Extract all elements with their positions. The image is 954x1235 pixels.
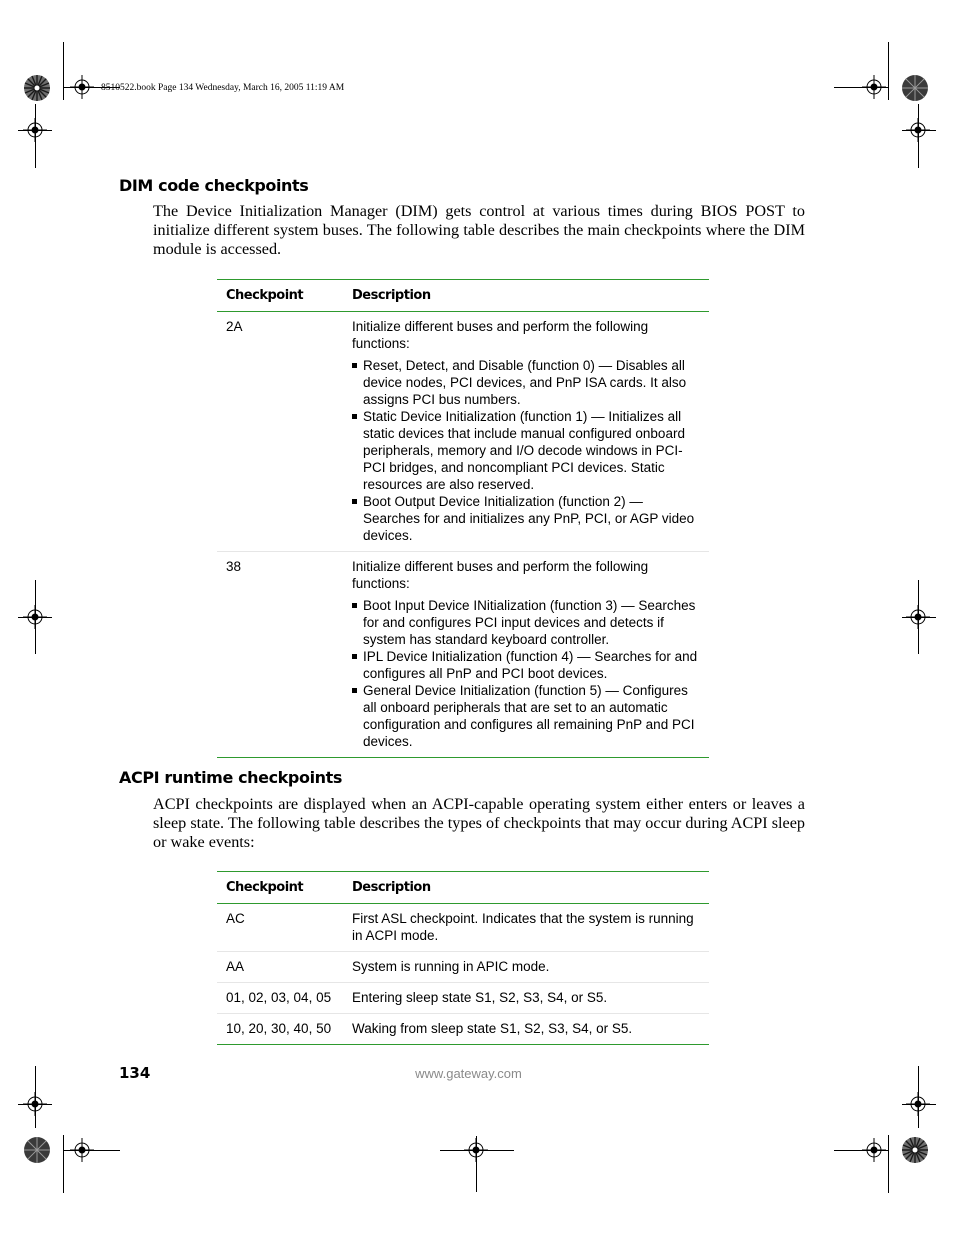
star-target-icon <box>23 1136 51 1164</box>
star-target-icon <box>23 74 51 102</box>
page-number: 134 <box>119 1064 151 1082</box>
checkpoint-code: 2A <box>217 312 343 552</box>
list-item: Static Device Initialization (function 1) — Initializes all static devices that include manual configured onboard peripherals, memory and I/O decode windows in PCI-PCI bridges, and noncompliant PCI devices. Static resources are also reserved. <box>352 408 700 493</box>
table-header-row <box>217 872 709 904</box>
checkpoint-description <box>343 312 709 552</box>
column-header-description: Description <box>343 280 709 312</box>
description-text: Initialize different buses and perform the following functions: <box>352 559 649 591</box>
footer-url: www.gateway.com <box>415 1066 522 1081</box>
list-item: Boot Output Device Initialization (function 2) — Searches for and initializes any PnP, PCI, or AGP video devices. <box>352 493 700 544</box>
registration-target-icon <box>70 1138 94 1162</box>
table-row <box>217 312 709 552</box>
table-row <box>217 552 709 758</box>
checkpoint-code: 01, 02, 03, 04, 05 <box>217 983 343 1014</box>
column-header-checkpoint: Checkpoint <box>217 872 343 904</box>
checkpoint-description: First ASL checkpoint. Indicates that the system is running in ACPI mode. <box>343 904 709 952</box>
table-row <box>217 983 709 1014</box>
description-text: Initialize different buses and perform the following functions: <box>352 319 649 351</box>
table-header-row <box>217 280 709 312</box>
crop-mark <box>63 42 64 100</box>
acpi-checkpoints-table <box>217 871 709 1045</box>
list-item: General Device Initialization (function 5) — Configures all onboard peripherals that are set to an automatic configuration and configures all remaining PnP and PCI devices. <box>352 682 700 750</box>
registration-target-icon <box>906 605 930 629</box>
checkpoint-description <box>343 552 709 758</box>
checkpoint-code: 10, 20, 30, 40, 50 <box>217 1014 343 1045</box>
list-item: Boot Input Device INitialization (function 3) — Searches for and configures PCI input devices and detects if system has standard keyboard controller. <box>352 597 700 648</box>
section-heading-dim: DIM code checkpoints <box>119 176 309 195</box>
table-row <box>217 904 709 952</box>
registration-target-icon <box>23 605 47 629</box>
registration-target-icon <box>906 118 930 142</box>
star-target-icon <box>901 74 929 102</box>
registration-target-icon <box>862 1138 886 1162</box>
crop-mark <box>888 42 889 100</box>
checkpoint-description: Entering sleep state S1, S2, S3, S4, or S5. <box>343 983 709 1014</box>
star-target-icon <box>901 1136 929 1164</box>
registration-target-icon <box>906 1092 930 1116</box>
checkpoint-description: System is running in APIC mode. <box>343 952 709 983</box>
crop-mark <box>63 1135 64 1193</box>
column-header-description: Description <box>343 872 709 904</box>
column-header-checkpoint: Checkpoint <box>217 280 343 312</box>
registration-target-icon <box>70 75 94 99</box>
table-row <box>217 952 709 983</box>
checkpoint-code: AA <box>217 952 343 983</box>
registration-target-icon <box>862 75 886 99</box>
section-heading-acpi: ACPI runtime checkpoints <box>119 768 343 787</box>
section-intro-acpi: ACPI checkpoints are displayed when an ACPI-capable operating system either enters or leaves a sleep state. The following table describes the types of checkpoints that may occur during ACPI sleep or wake events: <box>153 795 805 851</box>
checkpoint-description: Waking from sleep state S1, S2, S3, S4, or S5. <box>343 1014 709 1045</box>
list-item: IPL Device Initialization (function 4) — Searches for and configures all PnP and PCI boot devices. <box>352 648 700 682</box>
checkpoint-code: 38 <box>217 552 343 758</box>
checkpoint-code: AC <box>217 904 343 952</box>
print-slug: 8510522.book Page 134 Wednesday, March 16, 2005 11:19 AM <box>101 83 345 93</box>
function-list <box>352 597 700 750</box>
function-list <box>352 357 700 544</box>
registration-target-icon <box>464 1138 488 1162</box>
list-item: Reset, Detect, and Disable (function 0) — Disables all device nodes, PCI devices, and PnP ISA cards. It also assigns PCI bus numbers. <box>352 357 700 408</box>
crop-mark <box>888 1135 889 1193</box>
table-row <box>217 1014 709 1045</box>
dim-checkpoints-table <box>217 279 709 758</box>
section-intro-dim: The Device Initialization Manager (DIM) gets control at various times during BIOS POST to initialize different system buses. The following table describes the main checkpoints where the DIM module is accessed. <box>153 202 805 258</box>
registration-target-icon <box>23 118 47 142</box>
registration-target-icon <box>23 1092 47 1116</box>
